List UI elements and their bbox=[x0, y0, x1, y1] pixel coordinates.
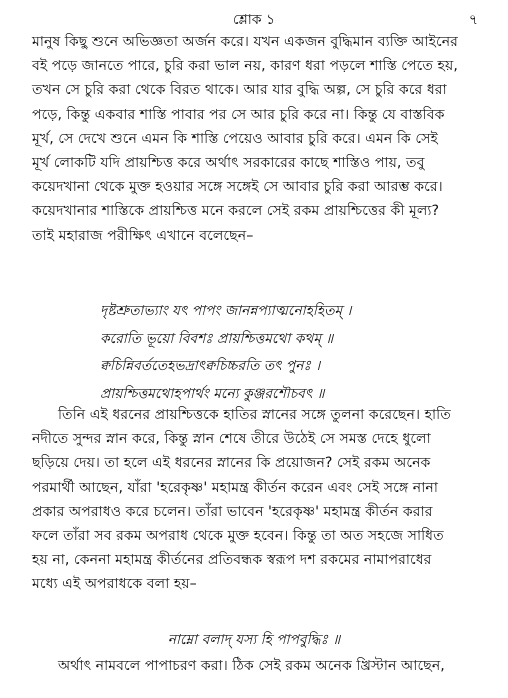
text-line: প্রকার অপরাধও করে চলেন। তাঁরা ভাবেন 'হরেকৃষ্ণ' মহামন্ত্র কীর্তন করার bbox=[32, 503, 433, 520]
verse-line: করোতি ভূয়ো বিবশঃ প্রায়শ্চিত্তমথো কথম্ ॥ bbox=[100, 330, 334, 347]
verse-quote: নাম্নো বলাদ্ যস্য হি পাপবুদ্ধিঃ ॥ bbox=[167, 632, 341, 648]
verse-line: দৃষ্টশ্রুতাভ্যাং যৎ পাপং জানন্নপ্যাত্মনোহহিতম্ । bbox=[100, 303, 352, 319]
verse-block bbox=[100, 298, 480, 408]
text-line: মূর্খ লোকটি যদি প্রায়শ্চিত্ত করে অর্থাৎ সরকারের কাছে শাস্তিও পায়, তবু bbox=[32, 155, 425, 172]
running-title: শ্লোক ১ bbox=[232, 12, 276, 28]
text-line: কয়েদখানা থেকে মুক্ত হওয়ার সঙ্গে সঙ্গেই সে আবার চুরি করা আরম্ভ করে। bbox=[32, 179, 443, 196]
paragraph-1 bbox=[32, 30, 480, 248]
verse-line: প্রায়শ্চিত্তমথোহপার্থং মন্যে কুঞ্জরশৌচবৎ ॥ bbox=[100, 385, 325, 402]
text-line: পড়ে, কিন্তু একবার শাস্তি পাবার পর সে আর চুরি করে না। কিন্তু যে বাস্তবিক bbox=[32, 106, 445, 123]
page-header bbox=[0, 6, 508, 28]
text-line: ছড়িয়ে দেয়। তা হলে এই ধরনের স্নানের কি প্রয়োজন? সেই রকম অনেক bbox=[32, 455, 431, 472]
page-number: ৭ bbox=[468, 12, 478, 28]
text-line: বই পড়ে জানতে পারে, চুরি করা ভাল নয়, কারণ ধরা পড়লে শাস্তি পেতে হয়, bbox=[32, 58, 458, 75]
text-line: মধ্যে এই অপরাধকে বলা হয়– bbox=[32, 576, 197, 593]
text-line: নদীতে সুন্দর স্নান করে, কিন্তু স্নান শেষে তীরে উঠেই সে সমস্ত দেহে ধুলো bbox=[32, 431, 431, 448]
text-line: তাই মহারাজ পরীক্ষিৎ এখানে বলেছেন– bbox=[32, 227, 254, 244]
text-line: হয় না, কেননা মহামন্ত্র কীর্তনের প্রতিবন্ধক স্বরূপ দশ রকমের নামাপরাধের bbox=[32, 552, 432, 569]
text-line: পরমার্থী আছেন, যাঁরা 'হরেকৃষ্ণ' মহামন্ত্র কীর্তন করেন এবং সেই সঙ্গে নানা bbox=[32, 479, 438, 496]
text-line: কয়েদখানার শাস্তিকে প্রায়শ্চিত্ত মনে করলে সেই রকম প্রায়শ্চিত্তের কী মূল্য? bbox=[32, 203, 440, 220]
last-line: অর্থাৎ নামবলে পাপাচরণ করা। ঠিক সেই রকম অনেক খ্রিস্টান আছেন, bbox=[58, 658, 445, 674]
text-line: মানুষ কিছু শুনে অভিজ্ঞতা অর্জন করে। যখন একজন বুদ্ধিমান ব্যক্তি আইনের bbox=[32, 34, 458, 50]
text-line: মূর্খ, সে দেখে শুনে এমন কি শাস্তি পেয়েও আবার চুরি করে। এমন কি সেই bbox=[32, 130, 438, 147]
text-line: তিনি এই ধরনের প্রায়শ্চিত্তকে হাতির স্নানের সঙ্গে তুলনা করেছেন। হাতি bbox=[58, 407, 451, 423]
text-line: ফলে তাঁরা সব রকম অপরাধ থেকে মুক্ত হবেন। কিন্তু তা অত সহজে সাধিত bbox=[32, 528, 444, 545]
text-line: তখন সে চুরি করা থেকে বিরত থাকে। আর যার বুদ্ধি অল্প, সে চুরি করে ধরা bbox=[32, 82, 447, 99]
verse-line: ক্বচিন্নিবর্ততেহভদ্রাৎক্বচিচ্চরতি তৎ পুনঃ । bbox=[100, 358, 321, 374]
paragraph-2 bbox=[32, 403, 480, 597]
